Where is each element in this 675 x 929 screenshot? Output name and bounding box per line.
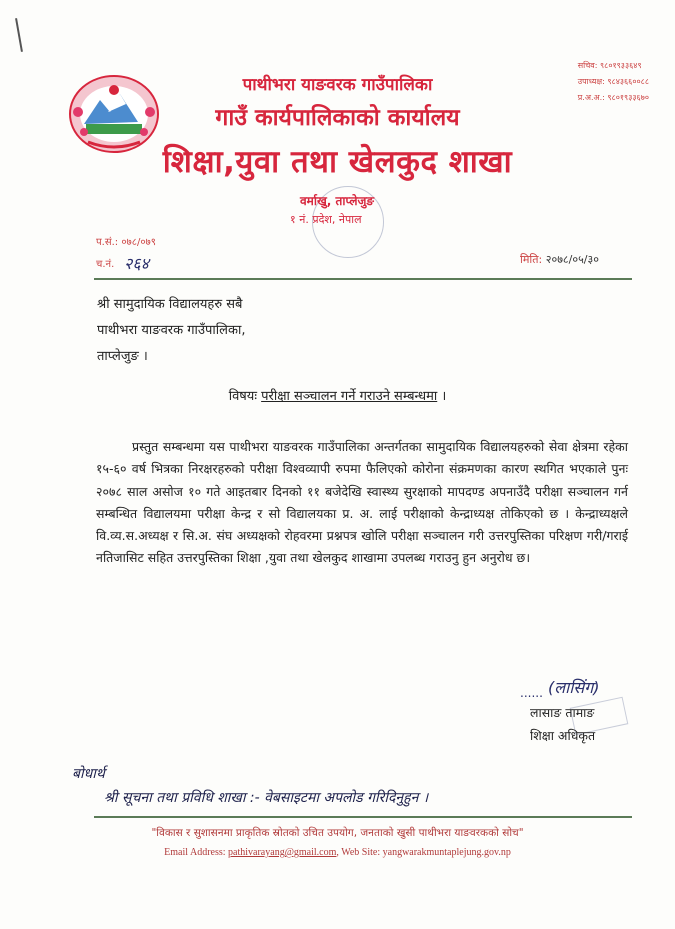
signature-dots: ...... <box>520 686 543 700</box>
email-link[interactable]: pathivarayang@gmail.com <box>228 847 337 858</box>
signatory-name: लासाङ तामाङ <box>530 705 595 720</box>
letter-reference: प.सं.: ०७८/०७९ <box>96 237 156 248</box>
cc-line: श्री सूचना तथा प्रविधि शाखा :- वेबसाइटमा अपलोड गरिदिनुहुन । <box>104 790 429 806</box>
office-location: वर्माखु, ताप्लेजुङ <box>300 194 375 208</box>
letter-body: प्रस्तुत सम्बन्धमा यस पाथीभरा याङवरक गाउँपालिका अन्तर्गतका सामुदायिक विद्यालयहरुको सेवा क्षेत्रमा रहेका १५-६० वर्ष भित्रका निरक्षरहरुको परीक्षा विश्वव्यापी रुपमा फैलिएको कोरोना संक्रमणका कारण स्थगित भएकाले पुनः २०७८ साल असोज १० गते आइतबार दिनको ११ बजेदेखि स्वास्थ्य सुरक्षाको मापदण्ड अपनाउँदै परीक्षा सञ्चालन गर्न सम्बन्धित विद्यालयमा परीक्षा केन्द्र र सो विद्यालयका प्र. अ. लाई परीक्षाको केन्द्राध्यक्ष तोकिएको छ । केन्द्राध्यक्षले वि.व्य.स.अध्यक्ष र सि.अ. संघ अध्यक्षको रोहवरमा प्रश्नपत्र खोलि परीक्षा सञ्चालन गरी उत्तरपुस्तिका परिक्षण गरी/गराई नतिजासिट सहित उत्तरपुस्तिका शिक्षा ,युवा तथा खेलकुद शाखामा उपलब्ध गराउनु हुन अनुरोध छ। <box>96 439 628 566</box>
dispatch-number: २६४ <box>124 254 149 273</box>
website-link[interactable]: yangwarakmuntaplejung.gov.np <box>382 847 511 858</box>
subject-line: विषयः परीक्षा सञ्चालन गर्ने गराउने सम्बन्धमा । <box>228 389 447 404</box>
recipient-line-3: ताप्लेजुङ । <box>97 349 148 364</box>
contact-row: प्र.अ.अ.: ९८०१९३३६७० <box>577 93 649 102</box>
letter-date: मिति: २०७८/०५/३० <box>520 253 599 266</box>
footer-contact: Email Address: pathivarayang@gmail.com, Web Site: yangwarakmuntaplejung.gov.np <box>164 847 511 858</box>
dispatch-label: च.नं. <box>96 259 115 270</box>
signature: (लासिंग) <box>548 678 600 697</box>
footer-motto: "विकास र सुशासनमा प्राकृतिक स्रोतको उचित उपयोग, जनताको खुसी पाथीभरा याङवरकको सोच" <box>151 827 524 839</box>
signatory-title: शिक्षा अधिकृत <box>530 728 596 743</box>
branch-name: शिक्षा,युवा तथा खेलकुद शाखा <box>162 144 513 180</box>
office-name: गाउँ कार्यपालिकाको कार्यालय <box>215 105 460 131</box>
margin-mark <box>15 18 23 52</box>
header-divider <box>94 278 632 280</box>
recipient-line-2: पाथीभरा याङवरक गाउँपालिका, <box>97 323 246 338</box>
office-province: १ नं. प्रदेश, नेपाल <box>290 213 362 226</box>
cc-label: बोधार्थ <box>72 766 105 782</box>
recipient-line-1: श्री सामुदायिक विद्यालयहरु सबै <box>97 297 243 312</box>
contact-row: सचिव: ९८०१९३३६४९ <box>577 61 642 70</box>
footer-divider <box>94 816 632 818</box>
contact-block <box>578 58 649 106</box>
municipality-name: पाथीभरा याङवरक गाउँपालिका <box>242 75 433 95</box>
contact-row: उपाध्यक्ष: ९८४३६६००८८ <box>577 77 649 86</box>
